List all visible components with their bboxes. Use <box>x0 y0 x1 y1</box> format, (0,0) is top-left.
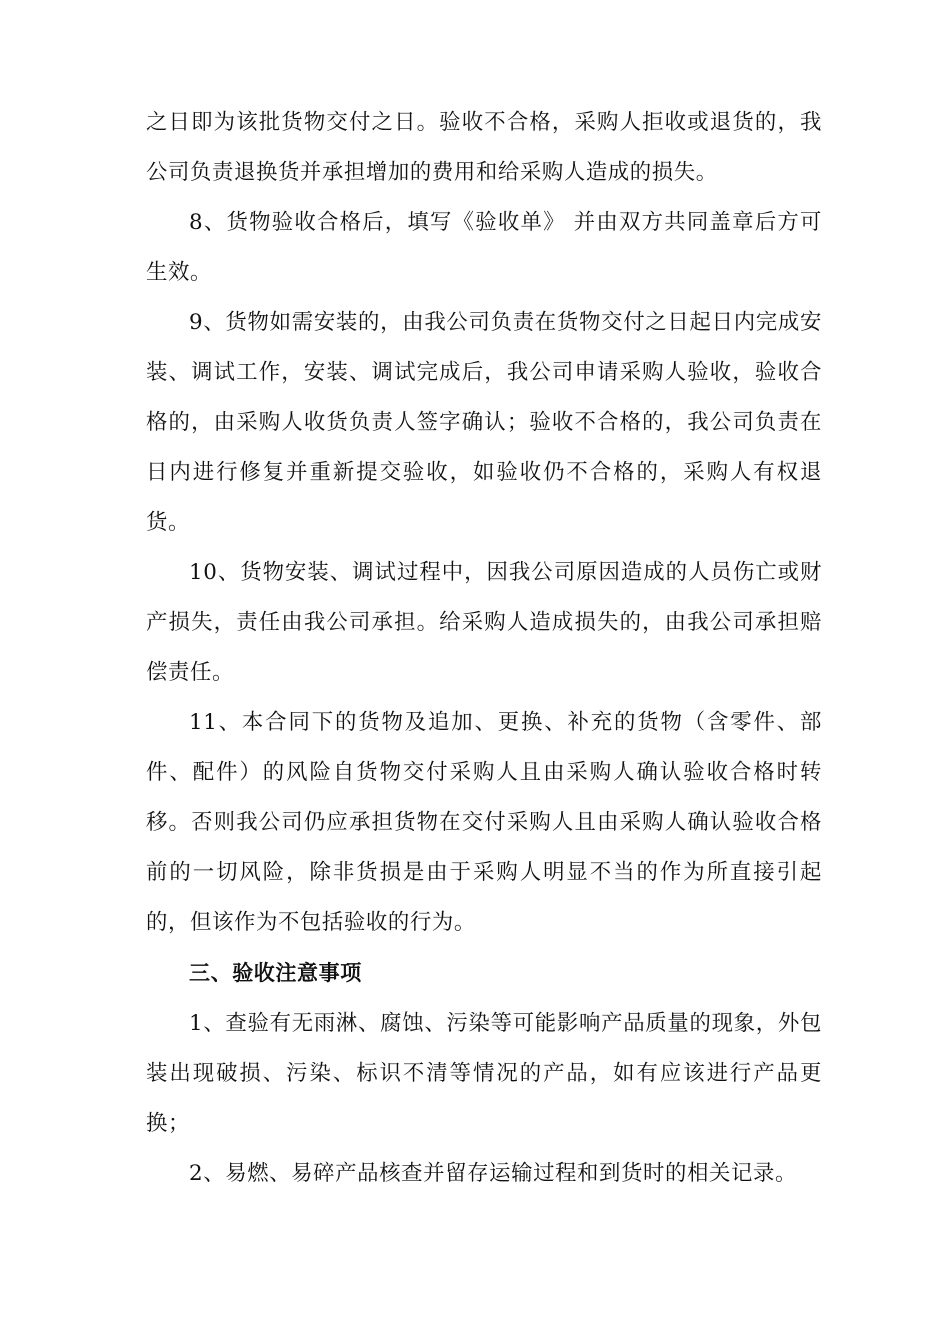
section-heading-text: 三、验收注意事项 <box>189 961 362 985</box>
paragraph-note-1: 1、查验有无雨淋、腐蚀、污染等可能影响产品质量的现象，外包装出现破损、污染、标识不清等情况的产品，如有应该进行产品更换； <box>146 1011 822 1136</box>
document-body <box>146 98 822 1199</box>
paragraph-note-2: 2、易燃、易碎产品核查并留存运输过程和到货时的相关记录。 <box>189 1161 797 1186</box>
section-heading <box>146 948 822 999</box>
paragraph-item-8: 8、货物验收合格后，填写《验收单》 并由双方共同盖章后方可生效。 <box>146 210 822 285</box>
paragraph-item-11: 11、本合同下的货物及追加、更换、补充的货物（含零件、部件、配件）的风险自货物交付采购人且由采购人确认验收合格时转移。否则我公司仍应承担货物在交付采购人且由采购人确认验收合格前的一切风险，除非货损是由于采购人明显不当的作为所直接引起的，但该作为不包括验收的行为。 <box>146 710 822 935</box>
paragraph-item-10: 10、货物安装、调试过程中，因我公司原因造成的人员伤亡或财产损失，责任由我公司承担。给采购人造成损失的，由我公司承担赔偿责任。 <box>146 560 822 685</box>
paragraph-item-9: 9、货物如需安装的，由我公司负责在货物交付之日起日内完成安装、调试工作，安装、调试完成后，我公司申请采购人验收，验收合格的，由采购人收货负责人签字确认；验收不合格的，我公司负责在日内进行修复并重新提交验收，如验收仍不合格的，采购人有权退货。 <box>146 310 822 535</box>
paragraph-continuation: 之日即为该批货物交付之日。验收不合格，采购人拒收或退货的，我公司负责退换货并承担增加的费用和给采购人造成的损失。 <box>146 110 822 185</box>
